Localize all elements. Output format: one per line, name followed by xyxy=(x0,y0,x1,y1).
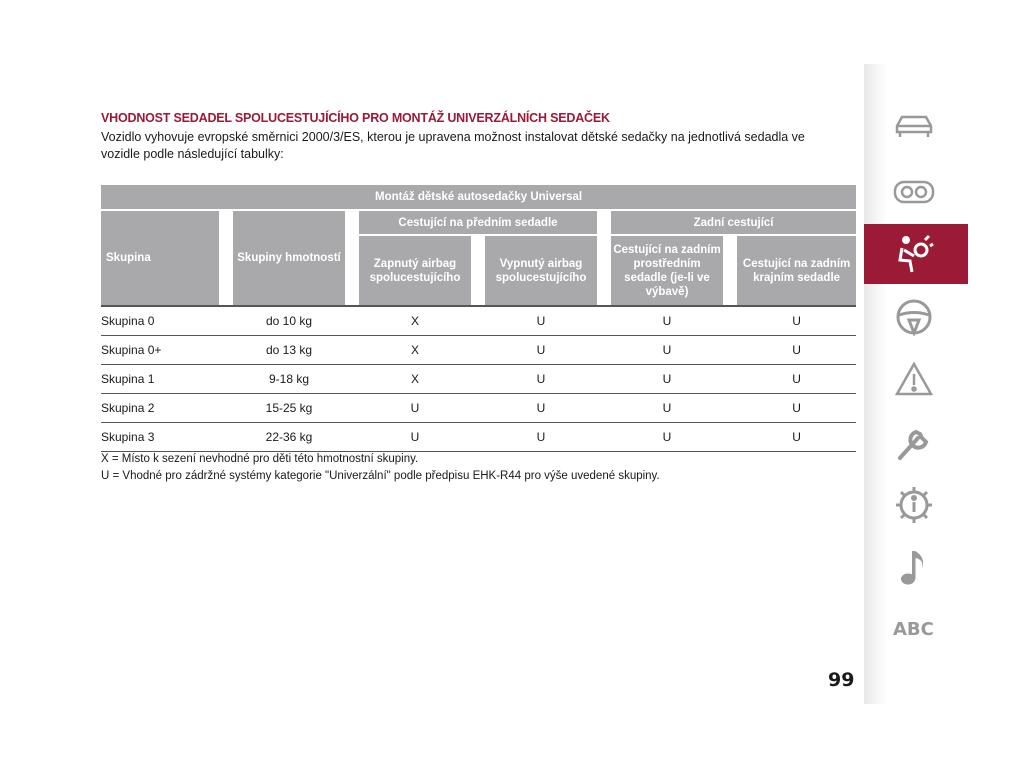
steering-wheel-icon[interactable] xyxy=(893,296,935,338)
music-note-icon[interactable] xyxy=(893,546,935,588)
row-group: Skupina 0 xyxy=(101,306,219,336)
subheader-rear-side: Cestující na zadním krajním sedadle xyxy=(737,235,856,306)
table-row xyxy=(101,394,856,423)
subheader-airbag-on: Zapnutý airbag spolucestujícího xyxy=(359,235,471,306)
column-header-group: Skupina xyxy=(101,210,219,306)
row-cell: X xyxy=(359,336,471,365)
note-x: X = Místo k sezení nevhodné pro děti této hmotnostní skupiny. xyxy=(101,453,419,465)
row-cell: U xyxy=(485,394,597,423)
dashboard-gauges-icon[interactable] xyxy=(893,171,935,213)
abc-index-label[interactable]: ABC xyxy=(893,619,934,640)
row-cell: U xyxy=(611,394,723,423)
row-cell: U xyxy=(737,336,856,365)
subheader-rear-middle: Cestující na zadním prostředním sedadle (je-li ve výbavě) xyxy=(611,235,723,306)
car-icon[interactable] xyxy=(893,106,935,148)
sidebar-shadow xyxy=(864,64,886,704)
column-header-weight: Skupiny hmotností xyxy=(233,210,345,306)
warning-triangle-icon[interactable] xyxy=(893,358,935,400)
section-heading: VHODNOST SEDADEL SPOLUCESTUJÍCÍHO PRO MONTÁŽ UNIVERZÁLNÍCH SEDAČEK xyxy=(101,111,610,125)
row-weight: 15-25 kg xyxy=(233,394,345,423)
rear-passenger-header: Zadní cestující xyxy=(611,210,856,235)
note-u: U = Vhodné pro zádržné systémy kategorie "Univerzální" podle předpisu EHK-R44 pro výše uvedené skupiny. xyxy=(101,470,660,482)
row-group: Skupina 3 xyxy=(101,423,219,452)
row-cell: U xyxy=(737,306,856,336)
row-group: Skupina 2 xyxy=(101,394,219,423)
row-cell: U xyxy=(359,394,471,423)
row-weight: do 13 kg xyxy=(233,336,345,365)
row-cell: U xyxy=(611,306,723,336)
row-group: Skupina 1 xyxy=(101,365,219,394)
row-cell: U xyxy=(485,306,597,336)
front-passenger-header: Cestující na předním sedadle xyxy=(359,210,597,235)
wrench-icon[interactable] xyxy=(893,421,935,463)
row-cell: U xyxy=(611,336,723,365)
airbag-passenger-icon[interactable] xyxy=(893,233,935,275)
info-gear-icon[interactable] xyxy=(893,484,935,526)
row-cell: X xyxy=(359,306,471,336)
page-number: 99 xyxy=(828,669,855,691)
row-weight: do 10 kg xyxy=(233,306,345,336)
intro-paragraph: Vozidlo vyhovuje evropské směrnici 2000/3/ES, kterou je upravena možnost instalovat dětské sedačky na jednotlivá sedadla ve vozidle podle následující tabulky: xyxy=(101,130,805,161)
row-cell: U xyxy=(737,394,856,423)
row-cell: U xyxy=(611,365,723,394)
table-row xyxy=(101,336,856,365)
row-weight: 22-36 kg xyxy=(233,423,345,452)
row-cell: X xyxy=(359,365,471,394)
subheader-airbag-off: Vypnutý airbag spolucestujícího xyxy=(485,235,597,306)
table-title: Montáž dětské autosedačky Universal xyxy=(101,185,856,210)
table-row xyxy=(101,423,856,452)
row-cell: U xyxy=(737,365,856,394)
row-weight: 9-18 kg xyxy=(233,365,345,394)
table-notes xyxy=(101,451,660,485)
row-cell: U xyxy=(485,336,597,365)
row-cell: U xyxy=(359,423,471,452)
table-row xyxy=(101,365,856,394)
row-cell: U xyxy=(611,423,723,452)
row-cell: U xyxy=(485,365,597,394)
row-cell: U xyxy=(737,423,856,452)
table-row xyxy=(101,306,856,336)
row-group: Skupina 0+ xyxy=(101,336,219,365)
child-seat-table xyxy=(101,185,856,452)
row-cell: U xyxy=(485,423,597,452)
